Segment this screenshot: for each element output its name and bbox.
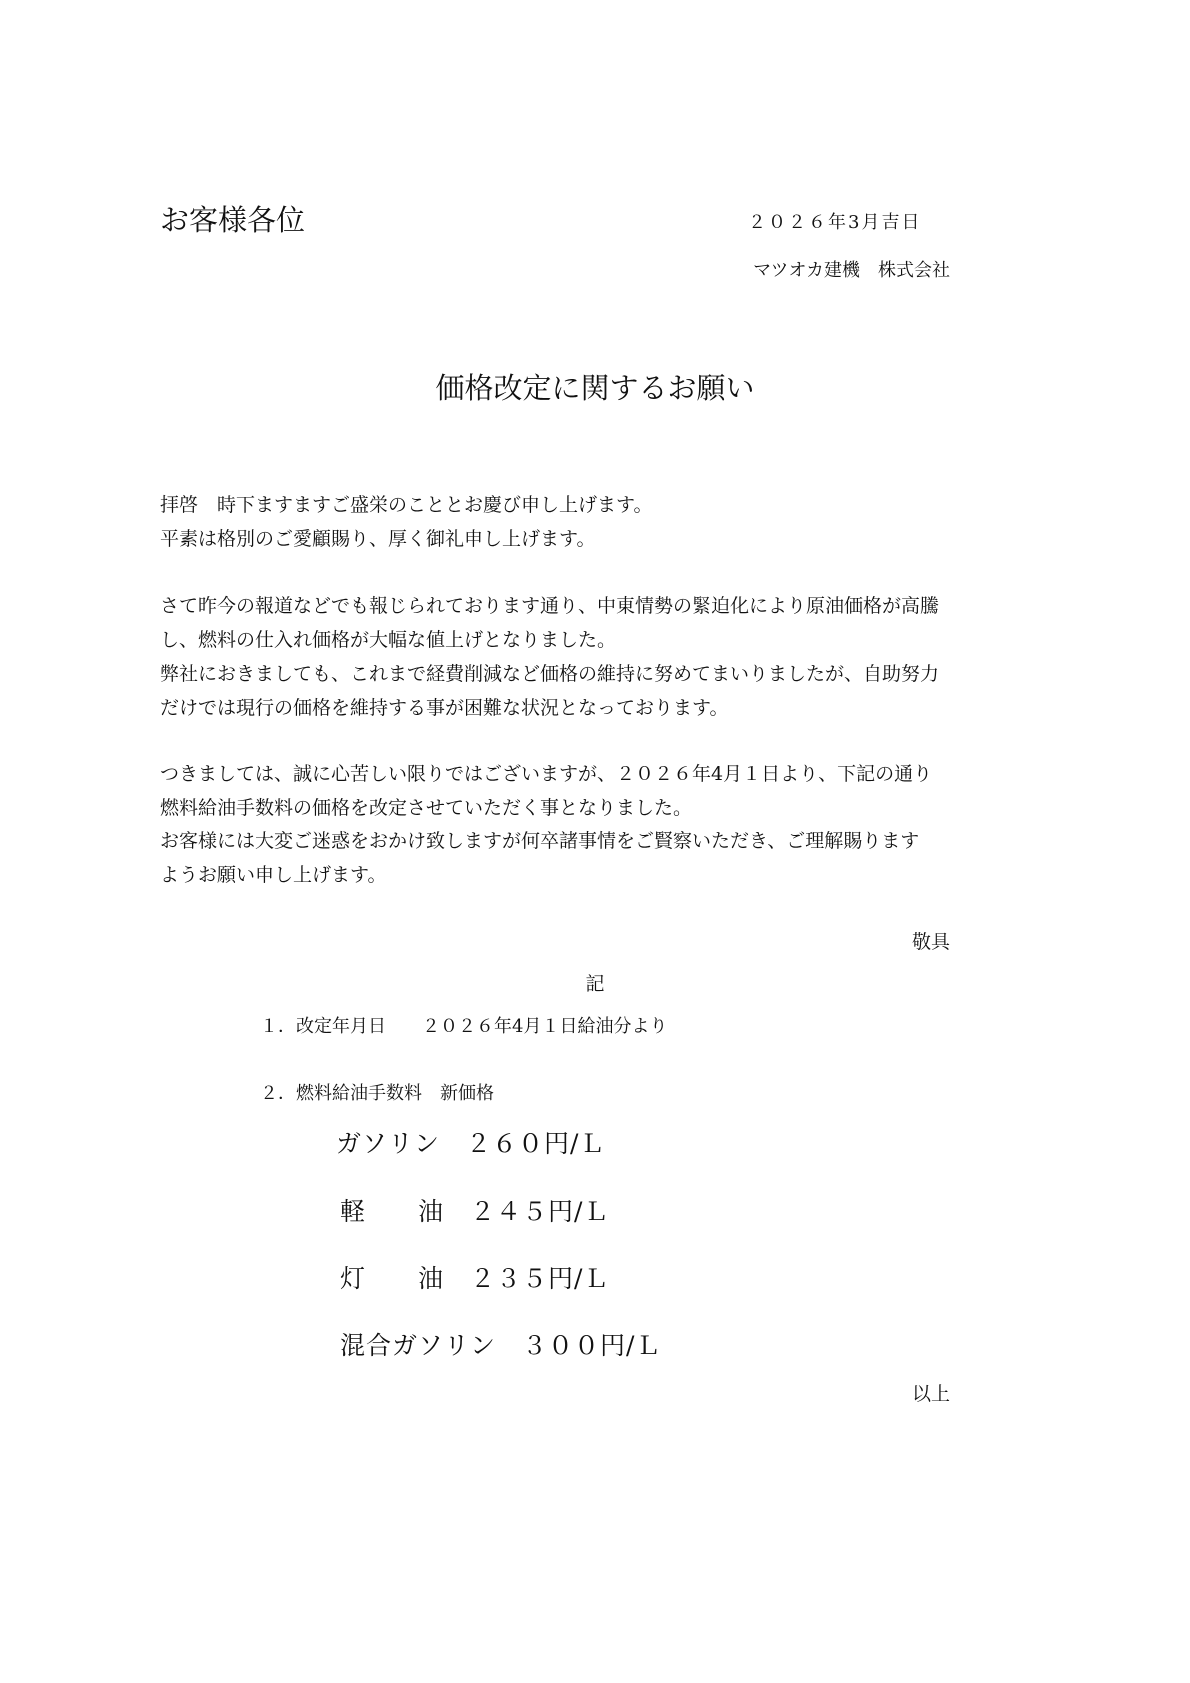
price-diesel: 軽 油 ２４５円/Ｌ: [340, 1197, 610, 1226]
closing: 敬具: [911, 931, 950, 953]
end-mark: 以上: [911, 1383, 950, 1405]
greeting-line: 平素は格別のご愛顧賜り、厚く御礼申し上げます。: [160, 528, 596, 550]
record-heading: 記: [585, 973, 605, 995]
paragraph-line: つきましては、誠に心苦しい限りではございますが、２０２６年4月１日より、下記の通り: [160, 763, 933, 785]
paragraph-line: し、燃料の仕入れ価格が大幅な値上げとなりました。: [160, 629, 617, 651]
item-revision-date: １．改定年月日 ２０２６年4月１日給油分より: [260, 1016, 668, 1037]
paragraph-line: 弊社におきましても、これまで経費削減など価格の維持に努めてまいりましたが、自助努力: [160, 663, 940, 685]
price-mixed-gasoline: 混合ガソリン ３００円/Ｌ: [340, 1331, 662, 1360]
paragraph-line: お客様には大変ご迷惑をおかけ致しますが何卒諸事情をご賢察いただき、ご理解賜ります: [160, 830, 920, 852]
price-gasoline: ガソリン ２６０円/Ｌ: [336, 1129, 606, 1158]
paragraph-line: ようお願い申し上げます。: [160, 864, 387, 886]
recipient: お客様各位: [160, 203, 306, 237]
item-new-prices: ２．燃料給油手数料 新価格: [260, 1083, 494, 1104]
date: ２０２６年3月吉日: [748, 212, 922, 233]
greeting-line: 拝啓 時下ますますご盛栄のこととお慶び申し上げます。: [160, 494, 653, 516]
price-kerosene: 灯 油 ２３５円/Ｌ: [340, 1264, 610, 1293]
paragraph-line: だけでは現行の価格を維持する事が困難な状況となっております。: [160, 697, 729, 719]
paragraph-line: さて昨今の報道などでも報じられております通り、中東情勢の緊迫化により原油価格が高騰: [160, 595, 940, 617]
company-name: マツオカ建機 株式会社: [753, 260, 950, 281]
document-title: 価格改定に関するお願い: [435, 371, 755, 405]
paragraph-line: 燃料給油手数料の価格を改定させていただく事となりました。: [160, 797, 693, 819]
